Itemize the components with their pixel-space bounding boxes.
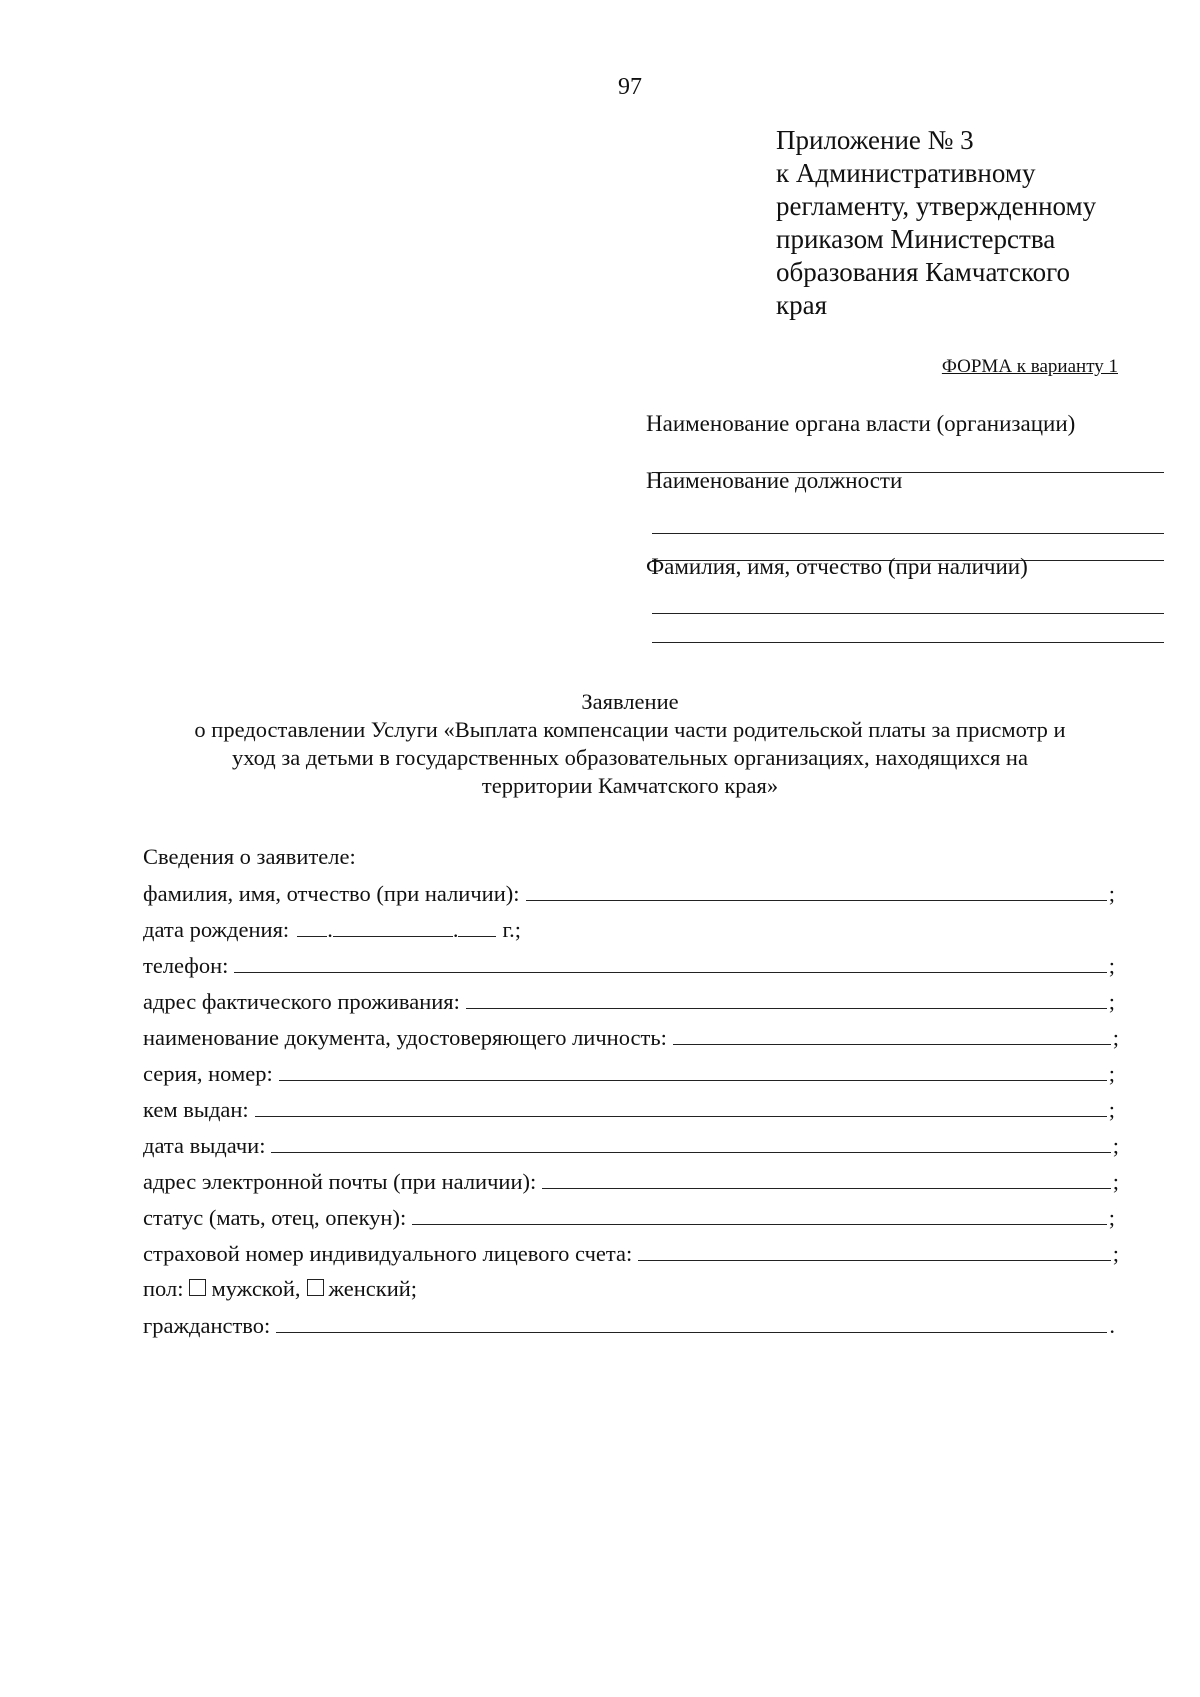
semicolon: ; [1108,1205,1115,1230]
address-field[interactable] [466,986,1107,1009]
issue-date-row [143,1130,1119,1160]
issue-date-field[interactable] [271,1130,1110,1153]
date-separator: . [327,917,333,942]
appendix-line: к Административному [776,158,1036,188]
date-separator: . [452,917,459,942]
authority-label: Наименование органа власти (организации) [646,411,1076,436]
issue-date-label: дата выдачи: [143,1133,266,1158]
issued-by-label: кем выдан: [143,1097,249,1122]
citizenship-row [143,1310,1115,1340]
semicolon: ; [1108,881,1115,906]
issued-by-row [143,1094,1115,1124]
full-name-field[interactable] [526,878,1107,901]
appendix-line: края [776,290,828,320]
position-label: Наименование должности [646,468,903,493]
email-field[interactable] [542,1166,1111,1189]
series-number-row [143,1058,1115,1088]
statement-line: уход за детьми в государственных образовательных организациях, находящихся на [232,745,1028,770]
citizenship-label: гражданство: [143,1313,271,1338]
appendix-line: образования Камчатского [776,257,1071,287]
semicolon: ; [1108,989,1115,1014]
semicolon: ; [1108,1061,1115,1086]
appendix-line: Приложение № 3 [776,125,974,155]
phone-label: телефон: [143,953,229,978]
email-label: адрес электронной почты (при наличии): [143,1169,537,1194]
snils-row [143,1238,1119,1268]
address-label: адрес фактического проживания: [143,989,460,1014]
issued-by-field[interactable] [255,1094,1107,1117]
recipient-name-label: Фамилия, имя, отчество (при наличии) [646,554,1028,579]
address-row [143,986,1115,1016]
appendix-header [776,124,1176,322]
recipient-position-block [646,467,1166,561]
form-variant-label: ФОРМА к варианту 1 [941,356,1118,377]
phone-field[interactable] [234,950,1106,973]
male-checkbox[interactable] [189,1279,206,1296]
appendix-line: приказом Министерства [776,224,1056,254]
male-option-label: мужской, [211,1276,301,1301]
email-row [143,1166,1119,1196]
female-checkbox[interactable] [307,1279,324,1296]
full-name-label: фамилия, имя, отчество (при наличии): [143,881,520,906]
semicolon: ; [1112,1133,1119,1158]
snils-label: страховой номер индивидуального лицевого счета: [143,1241,633,1266]
birth-date-label: дата рождения: [143,917,290,942]
sex-row [143,1274,417,1304]
period: . [1109,1313,1115,1338]
status-label: статус (мать, отец, опекун): [143,1205,407,1230]
semicolon: ; [1112,1025,1119,1050]
statement-title: Заявление [581,689,679,714]
position-field-1[interactable] [652,495,1164,534]
birth-year-field[interactable] [458,914,496,937]
recipient-name-field-2[interactable] [652,614,1164,643]
birth-date-year-suffix: г.; [502,917,522,942]
applicant-heading: Сведения о заявителе: [143,844,356,869]
recipient-name-field-1[interactable] [652,581,1164,614]
snils-field[interactable] [638,1238,1111,1261]
id-document-row [143,1022,1119,1052]
birth-month-field[interactable] [333,914,453,937]
phone-row [143,950,1115,980]
semicolon: ; [1108,1097,1115,1122]
id-document-label: наименование документа, удостоверяющего личность: [143,1025,667,1050]
recipient-name-block [646,553,1166,643]
sex-label: пол: [143,1276,184,1301]
statement-line: о предоставлении Услуги «Выплата компенсации части родительской платы за присмотр и [194,717,1066,742]
series-number-label: серия, номер: [143,1061,273,1086]
statement-line: территории Камчатского края» [481,773,779,798]
recipient-authority-block [646,410,1166,473]
id-document-field[interactable] [673,1022,1111,1045]
female-option-label: женский; [328,1276,418,1301]
statement-block [140,688,1120,800]
appendix-line: регламенту, утвержденному [776,191,1097,221]
semicolon: ; [1108,953,1115,978]
full-name-row [143,878,1115,908]
semicolon: ; [1112,1241,1119,1266]
birth-date-row [143,914,521,944]
page-number: 97 [618,74,642,100]
series-number-field[interactable] [279,1058,1107,1081]
citizenship-field[interactable] [276,1310,1107,1333]
semicolon: ; [1112,1169,1119,1194]
status-row [143,1202,1115,1232]
status-field[interactable] [412,1202,1107,1225]
birth-day-field[interactable] [297,914,327,937]
